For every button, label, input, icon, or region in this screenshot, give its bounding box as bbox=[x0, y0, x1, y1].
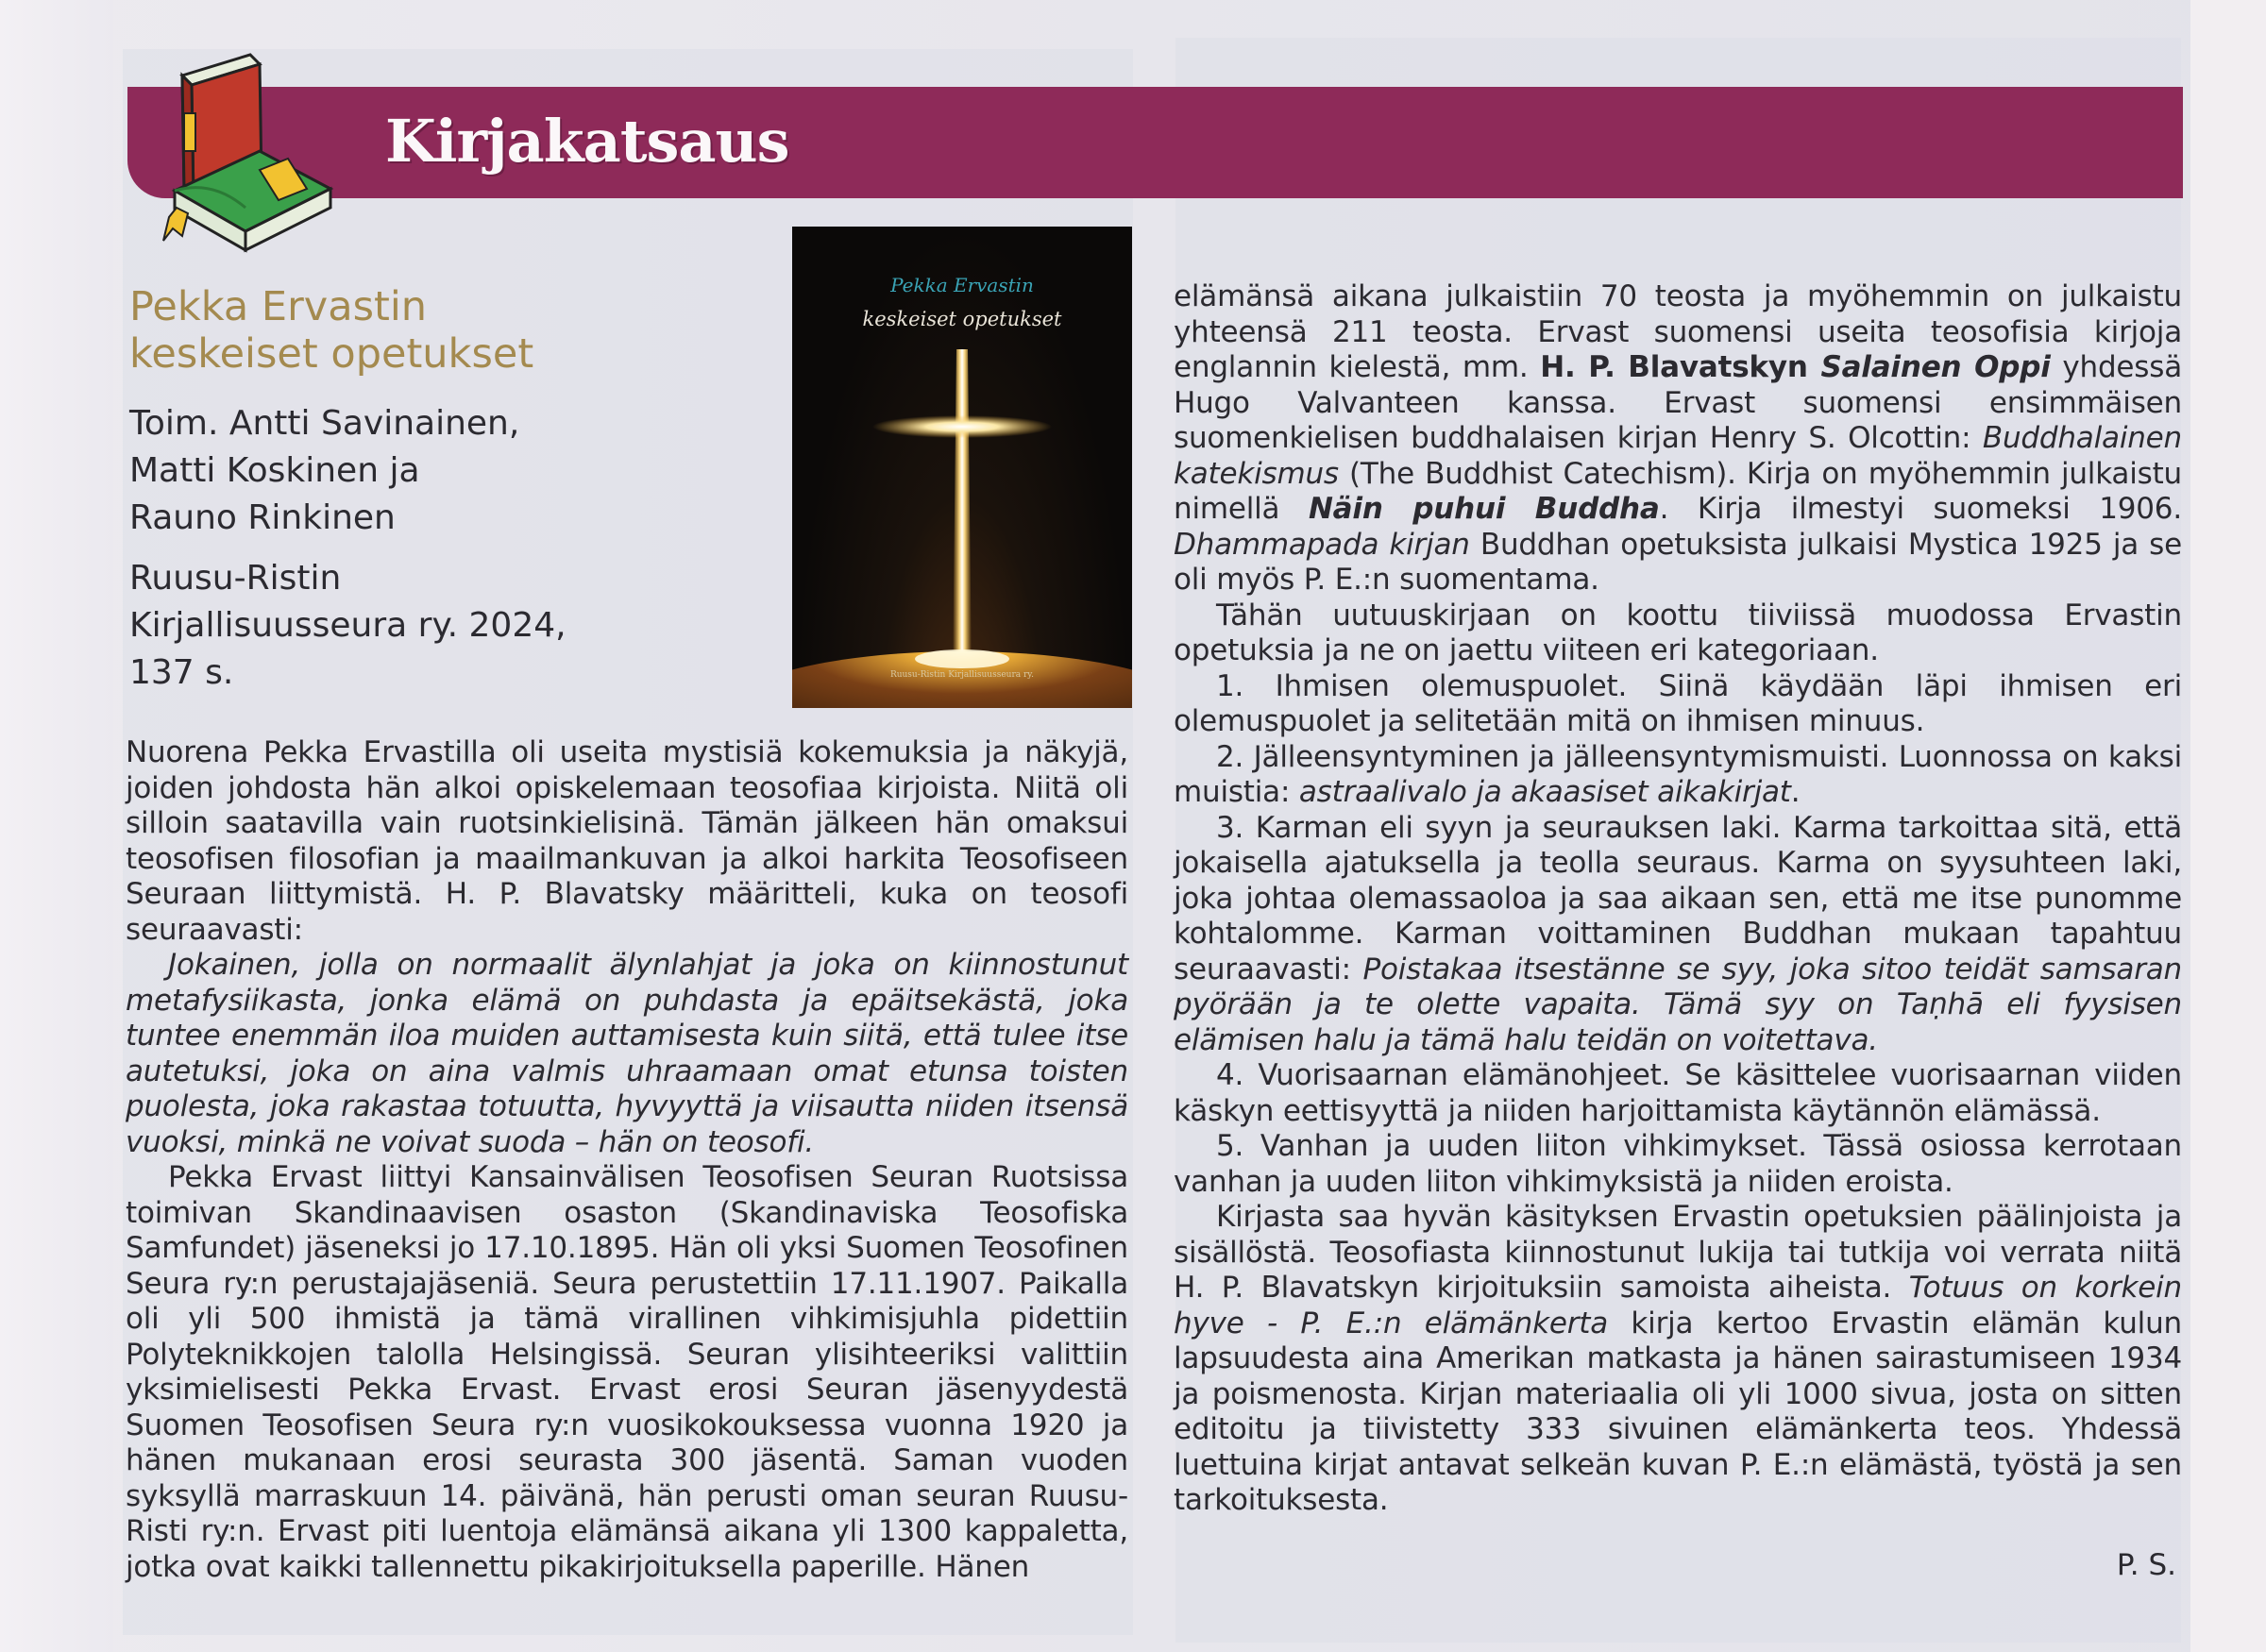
paragraph: Pekka Ervast liittyi Kansainvälisen Teosofisen Seuran Ruotsissa toimivan Skandinaavisen osaston (Skandinaviska Teosofiska Samfundet) jäseneksi jo 17.10.1895. Hän oli yksi Suomen Teosofinen Seura ry:n perustajajäseniä. Seura perustettiin 17.11.1907. Paikalla oli yli 500 ihmistä ja tämä virallinen vihkimisjuhla pidettiin Polyteknikkojen talolla Helsingissä. Seuran ylisihteeriksi valittiin yksimielisesti Pekka Ervast. Ervast erosi Seuran jäsenyydestä Suomen Teosofisen Seura ry:n vuosikokouksessa vuonna 1920 ja hänen mukanaan erosi seurasta 300 jäsentä. Saman vuoden syksyllä marraskuun 14. päivänä, hän perusti oman seuran Ruusu-Risti ry:n. Ervast piti luentoja elämänsä aikana yli 1300 kappaletta, jotka ovat kaikki tallennettu pikakirjoituksella paperille. Hänen bbox=[126, 1160, 1128, 1584]
text-run: . bbox=[1790, 775, 1801, 809]
book-title-line: keskeiset opetukset bbox=[129, 330, 534, 378]
publisher-line: Ruusu-Ristin bbox=[129, 559, 342, 598]
book-title-totuus: Totuus on korkein hyve - P. E.:n elämänkerta bbox=[1174, 1271, 2183, 1340]
text-run-bold: H. P. Blavatskyn bbox=[1540, 350, 1821, 384]
publisher-line: 137 s. bbox=[129, 653, 234, 692]
category-item bbox=[1174, 811, 2182, 1059]
category-item: 1. Ihmisen olemuspuolet. Siinä käydään läpi ihmisen eri olemuspuolet ja selitetään mitä on ihmisen minuus. bbox=[1174, 668, 2182, 738]
editor-line: Matti Koskinen ja bbox=[129, 451, 420, 490]
category-item bbox=[1174, 740, 2182, 811]
text-run: (The Buddhist Catechism). Kirja on myöhemmin julkaistu nimellä bbox=[1174, 456, 2182, 526]
section-title: Kirjakatsaus bbox=[385, 107, 789, 176]
text-run: Kirjasta saa hyvän käsityksen Ervastin opetuksien päälinjoista ja sisällöstä. Teosofiasta kiinnostunut lukija tai tutkija voi verrata niitä H. P. Blavatskyn kirjoituksiin samoista aiheista. bbox=[1174, 1200, 2182, 1305]
paragraph bbox=[1174, 1200, 2182, 1519]
text-run: . Kirja ilmestyi suomeksi 1906. bbox=[1659, 492, 2182, 526]
article-column-left bbox=[126, 735, 1128, 1585]
text-run-italic: astraalivalo ja akaasiset aikakirjat bbox=[1298, 775, 1791, 809]
text-run: 2. Jälleensyntyminen ja jälleensyntymismuisti. Luonnossa on kaksi muistia: bbox=[1174, 739, 2182, 809]
text-run: yhdessä Hugo Valvanteen kanssa. Ervast suomensi ensimmäisen suomenkielisen buddhalaisen kirjan Henry S. Olcottin: bbox=[1174, 350, 2183, 455]
text-run: elämänsä aikana julkaistiin 70 teosta ja myöhemmin on julkaistu yhteensä 211 teosta. Ervast suomensi useita teosofisia kirjoja englannin kielestä, mm. bbox=[1174, 279, 2182, 384]
article-column-right bbox=[1174, 279, 2182, 1519]
author-signature: P. S. bbox=[2116, 1548, 2176, 1582]
text-run: kirja kertoo Ervastin elämän kulun lapsuudesta aina Amerikan matkasta ja hänen sairastumiseen 1934 ja poismenosta. Kirjan materiaalia oli yli 1000 sivua, josta on sitten editoitu ja tiivistetty 333 sivuinen elämänkerta teos. Yhdessä luettuina kirjat antavat selkeän kuvan P. E.:n elämästä, työstä ja sen tarkoituksesta. bbox=[1174, 1306, 2182, 1517]
text-run: 3. Karman eli syyn ja seurauksen laki. Karma tarkoittaa sitä, että jokaisella ajatuksella ja teolla seuraus. Karma on syysuhteen laki, joka johtaa olemassaoloa ja saa aikaan sen, että me itse punomme kohtalomme. Karman voittaminen Buddhan mukaan tapahtuu seuraavasti: bbox=[1174, 810, 2182, 986]
paragraph: Nuorena Pekka Ervastilla oli useita mystisiä kokemuksia ja näkyjä, joiden johdosta hän alkoi opiskelemaan teosofiaa kirjoista. Niitä oli silloin saatavilla vain ruotsinkielisinä. Tämän jälkeen hän omaksui teosofisen filosofian ja maailmankuvan ja alkoi harkita Teosofiseen Seuraan liittymistä. H. P. Blavatsky määritteli, kuka on teosofi seuraavasti: bbox=[126, 735, 1128, 947]
paragraph bbox=[1174, 279, 2182, 598]
text-run: Buddhan opetuksista julkaisi Mystica 1925 ja se oli myös P. E.:n suomentama. bbox=[1174, 527, 2183, 597]
page-margin-right bbox=[2190, 0, 2266, 1652]
publisher-line: Kirjallisuusseura ry. 2024, bbox=[129, 606, 566, 645]
book-title-katekismus: Buddhalainen katekismus bbox=[1174, 421, 2182, 491]
cover-title: keskeiset opetukset bbox=[862, 308, 1062, 330]
text-run-italic: Poistakaa itsestänne se syy, joka sitoo teidät samsaran pyörään ja te olette vapaita. Tämä syy on Taṇhā eli fyysisen elämisen halu ja tämä halu teidän on voitettava. bbox=[1174, 952, 2182, 1057]
page-margin-left bbox=[0, 0, 113, 1652]
book-editors bbox=[129, 400, 696, 542]
blavatsky-quote: Jokainen, jolla on normaalit älynlahjat ja joka on kiinnostunut metafysiikasta, jonka elämä on puhdasta ja epäitsekästä, joka tuntee enemmän iloa muiden auttamisesta kuin siitä, että tulee itse autetuksi, joka on aina valmis uhraamaan omat etunsa toisten puolesta, joka rakastaa totuutta, hyvyyttä ja viisautta niiden itsensä vuoksi, minkä ne voivat suoda – hän on teosofi. bbox=[126, 948, 1128, 1159]
book-publisher bbox=[129, 555, 696, 697]
book-title-line: Pekka Ervastin bbox=[129, 283, 428, 330]
book-title-nain-puhui-buddha: Näin puhui Buddha bbox=[1308, 492, 1660, 526]
book-title-salainen-oppi: Salainen Oppi bbox=[1820, 350, 2051, 384]
category-item: 5. Vanhan ja uuden liiton vihkimykset. Tässä osiossa kerrotaan vanhan ja uuden liiton vihkimyksistä ja niiden eroista. bbox=[1174, 1129, 2182, 1199]
books-icon bbox=[156, 47, 359, 264]
glowing-cross-icon bbox=[792, 227, 1132, 708]
book-title bbox=[129, 283, 658, 378]
editor-line: Rauno Rinkinen bbox=[129, 498, 396, 537]
book-cover-image bbox=[792, 227, 1132, 708]
cover-publisher: Ruusu-Ristin Kirjallisuusseura ry. bbox=[889, 670, 1035, 680]
category-item: 4. Vuorisaarnan elämänohjeet. Se käsittelee vuorisaarnan viiden käskyn eettisyyttä ja niiden harjoittamista käytännön elämässä. bbox=[1174, 1058, 2182, 1128]
paragraph: Tähän uutuuskirjaan on koottu tiiviissä muodossa Ervastin opetuksia ja ne on jaettu viiteen eri kategoriaan. bbox=[1174, 598, 2182, 667]
book-title-dhammapada: Dhammapada kirjan bbox=[1174, 527, 1470, 562]
cover-author: Pekka Ervastin bbox=[890, 274, 1034, 296]
editor-line: Toim. Antti Savinainen, bbox=[129, 404, 520, 443]
